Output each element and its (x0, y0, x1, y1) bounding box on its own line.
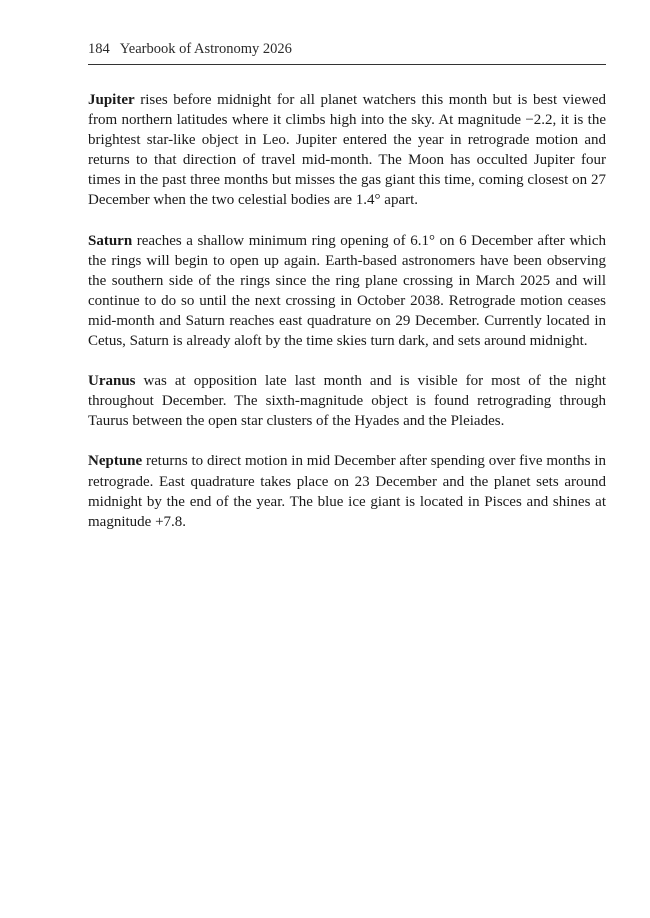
book-title: Yearbook of Astronomy 2026 (119, 41, 292, 57)
paragraph-text-neptune: returns to direct motion in mid December after spending over five months in retrograde. East quadrature takes place on 23 December and the planet sets around midnight by the end of the year. The blue ice giant is located in Pisces and shines at magnitude +7.8. (88, 453, 606, 530)
planet-name-jupiter: Jupiter (88, 92, 135, 108)
paragraph-saturn (88, 231, 606, 352)
body-text (88, 90, 606, 552)
header-rule (88, 64, 606, 65)
paragraph-text-uranus: was at opposition late last month and is visible for most of the night throughout December. The sixth-magnitude object is found retrograding through Taurus between the open star clusters of the Hyades and the Pleiades. (88, 373, 606, 430)
planet-name-saturn: Saturn (88, 232, 133, 249)
planet-name-neptune: Neptune (88, 453, 143, 470)
paragraph-jupiter (88, 90, 606, 211)
planet-name-uranus: Uranus (88, 373, 136, 390)
paragraph-text-jupiter: rises before midnight for all planet watchers this month but is best viewed from northern latitudes where it climbs high into the sky. At magnitude −2.2, it is the brightest star-like object in Leo. Jupiter entered the year in retrograde motion and returns to that direction of travel mid-month. The Moon has occulted Jupiter four times in the past three months but misses the gas giant this time, coming closest on 27 December when the two celestial bodies are 1.4° apart. (88, 92, 606, 209)
paragraph-neptune (88, 451, 606, 531)
paragraph-text-saturn: reaches a shallow minimum ring opening of 6.1° on 6 December after which the rings will begin to open up again. Earth-based astronomers have been observing the southern side of the rings since the ring plane crossing in March 2025 and will continue to do so until the next crossing in October 2038. Retrograde motion ceases mid-month and Saturn reaches east quadrature on 29 December. Currently located in Cetus, Saturn is already aloft by the time skies turn dark, and sets around midnight. (88, 232, 606, 350)
page-number: 184 (88, 41, 110, 57)
paragraph-uranus (88, 371, 606, 431)
running-head (88, 40, 606, 58)
